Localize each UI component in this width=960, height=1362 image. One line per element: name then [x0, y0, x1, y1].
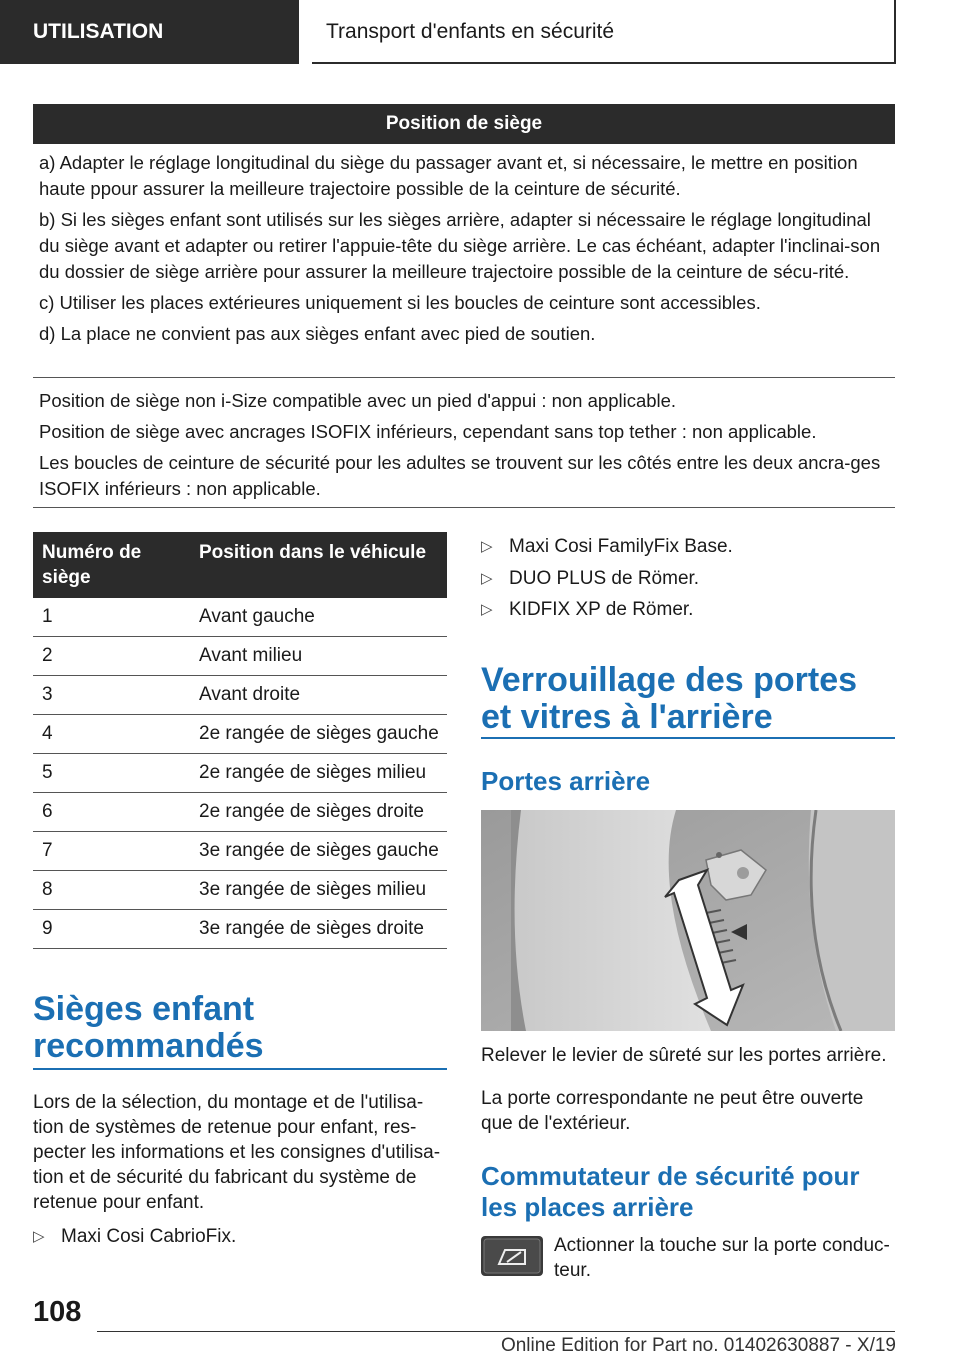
note-a: a) Adapter le réglage longitudinal du siège du passager avant et, si nécessaire, le mettre en position haute ppour assurer la meilleure trajectoire possible de la ceinture de sécurité.	[39, 152, 858, 199]
infobox-notes	[39, 150, 891, 352]
divider	[33, 377, 895, 378]
condition-3: Les boucles de ceinture de sécurité pour les adultes se trouvent sur les côtés entre les deux ancra-ges ISOFIX inférieurs : non applicable.	[39, 452, 881, 499]
seat-number: 4	[33, 715, 190, 754]
child-seats-intro	[33, 1090, 447, 1215]
seat-position: 2e rangée de sièges milieu	[190, 754, 447, 793]
seat-position-table	[33, 532, 447, 949]
column-header-seat-number: Numéro de siège	[33, 532, 190, 598]
table-row	[33, 832, 447, 871]
page-number: 108	[33, 1296, 82, 1328]
table-row	[33, 715, 447, 754]
list-item	[481, 597, 895, 622]
section-label: UTILISATION	[0, 0, 299, 64]
bullet-triangle-icon: ▷	[33, 1228, 45, 1245]
section-heading-child-seats: Sièges enfant recommandés	[33, 990, 264, 1065]
table-row	[33, 598, 447, 637]
note-d: d) La place ne convient pas aux sièges enfant avec pied de soutien.	[39, 323, 596, 344]
section-heading-locking: Verrouillage des portes et vitres à l'arrière	[481, 661, 858, 736]
list-item	[481, 566, 895, 591]
seat-number: 5	[33, 754, 190, 793]
rear-doors-instruction: Relever le levier de sûreté sur les portes arrière.	[481, 1045, 887, 1066]
bullet-triangle-icon: ▷	[481, 538, 493, 555]
condition-1: Position de siège non i-Size compatible avec un pied d'appui : non applicable.	[39, 390, 677, 411]
seat-number: 1	[33, 598, 190, 637]
column-header-position: Position dans le véhicule	[190, 532, 447, 598]
heading-underline	[33, 1068, 447, 1070]
note-c: c) Utiliser les places extérieures uniquement si les boucles de ceinture sont accessibles.	[39, 292, 761, 313]
seat-position: 2e rangée de sièges gauche	[190, 715, 447, 754]
list-item-text: Maxi Cosi CabrioFix.	[61, 1226, 237, 1247]
seat-position: Avant droite	[190, 676, 447, 715]
subheading-safety-switch: Commutateur de sécurité pour les places arrière	[481, 1161, 860, 1222]
seat-number: 3	[33, 676, 190, 715]
infobox-title: Position de siège	[33, 104, 895, 144]
seat-position: 3e rangée de sièges droite	[190, 910, 447, 949]
seat-number: 6	[33, 793, 190, 832]
page-header-title: Transport d'enfants en sécurité	[312, 0, 896, 64]
intro-paragraph: Lors de la sélection, du montage et de l'utilisa-tion de systèmes de retenue pour enfant, res-pecter les informations et les consignes d'utilisa-tion et de sécurité du fabricant du système de retenue pour enfant.	[33, 1092, 441, 1213]
subheading-rear-doors: Portes arrière	[481, 766, 651, 796]
window-lock-switch-icon	[481, 1236, 543, 1276]
rear-doors-note: La porte correspondante ne peut être ouverte que de l'extérieur.	[481, 1088, 864, 1134]
list-item-text: KIDFIX XP de Römer.	[509, 599, 694, 620]
seat-position: Avant gauche	[190, 598, 447, 637]
list-item-text: DUO PLUS de Römer.	[509, 568, 700, 589]
rear-door-child-lock-illustration	[481, 810, 895, 1031]
table-row	[33, 676, 447, 715]
infobox-conditions	[39, 388, 891, 507]
list-item	[481, 534, 895, 559]
seat-position: Avant milieu	[190, 637, 447, 676]
seat-position: 3e rangée de sièges milieu	[190, 871, 447, 910]
heading-underline	[481, 737, 895, 739]
seat-position: 2e rangée de sièges droite	[190, 793, 447, 832]
table-row	[33, 910, 447, 949]
bullet-triangle-icon: ▷	[481, 601, 493, 618]
seat-position: 3e rangée de sièges gauche	[190, 832, 447, 871]
note-b: b) Si les sièges enfant sont utilisés sur les sièges arrière, adapter si nécessaire le réglage longitudinal du siège avant et adapter ou retirer l'appuie-tête du siège arrière. Le cas échéant, adapter l'inclinai-son du dossier de siège arrière pour assurer la meilleure trajectoire possible de la ceinture de sécu-rité.	[39, 209, 881, 282]
seat-number: 8	[33, 871, 190, 910]
divider	[33, 507, 895, 508]
bullet-triangle-icon: ▷	[481, 570, 493, 587]
table-row	[33, 871, 447, 910]
footer-divider	[97, 1331, 895, 1332]
table-row	[33, 793, 447, 832]
seat-number: 2	[33, 637, 190, 676]
safety-switch-instruction: Actionner la touche sur la porte conduc-teur.	[554, 1235, 890, 1281]
table-row	[33, 754, 447, 793]
table-row	[33, 637, 447, 676]
list-item	[33, 1224, 447, 1249]
seat-number: 9	[33, 910, 190, 949]
seat-number: 7	[33, 832, 190, 871]
condition-2: Position de siège avec ancrages ISOFIX inférieurs, cependant sans top tether : non applicable.	[39, 421, 817, 442]
list-item-text: Maxi Cosi FamilyFix Base.	[509, 536, 733, 557]
edition-info: Online Edition for Part no. 01402630887 - X/19	[500, 1335, 896, 1356]
